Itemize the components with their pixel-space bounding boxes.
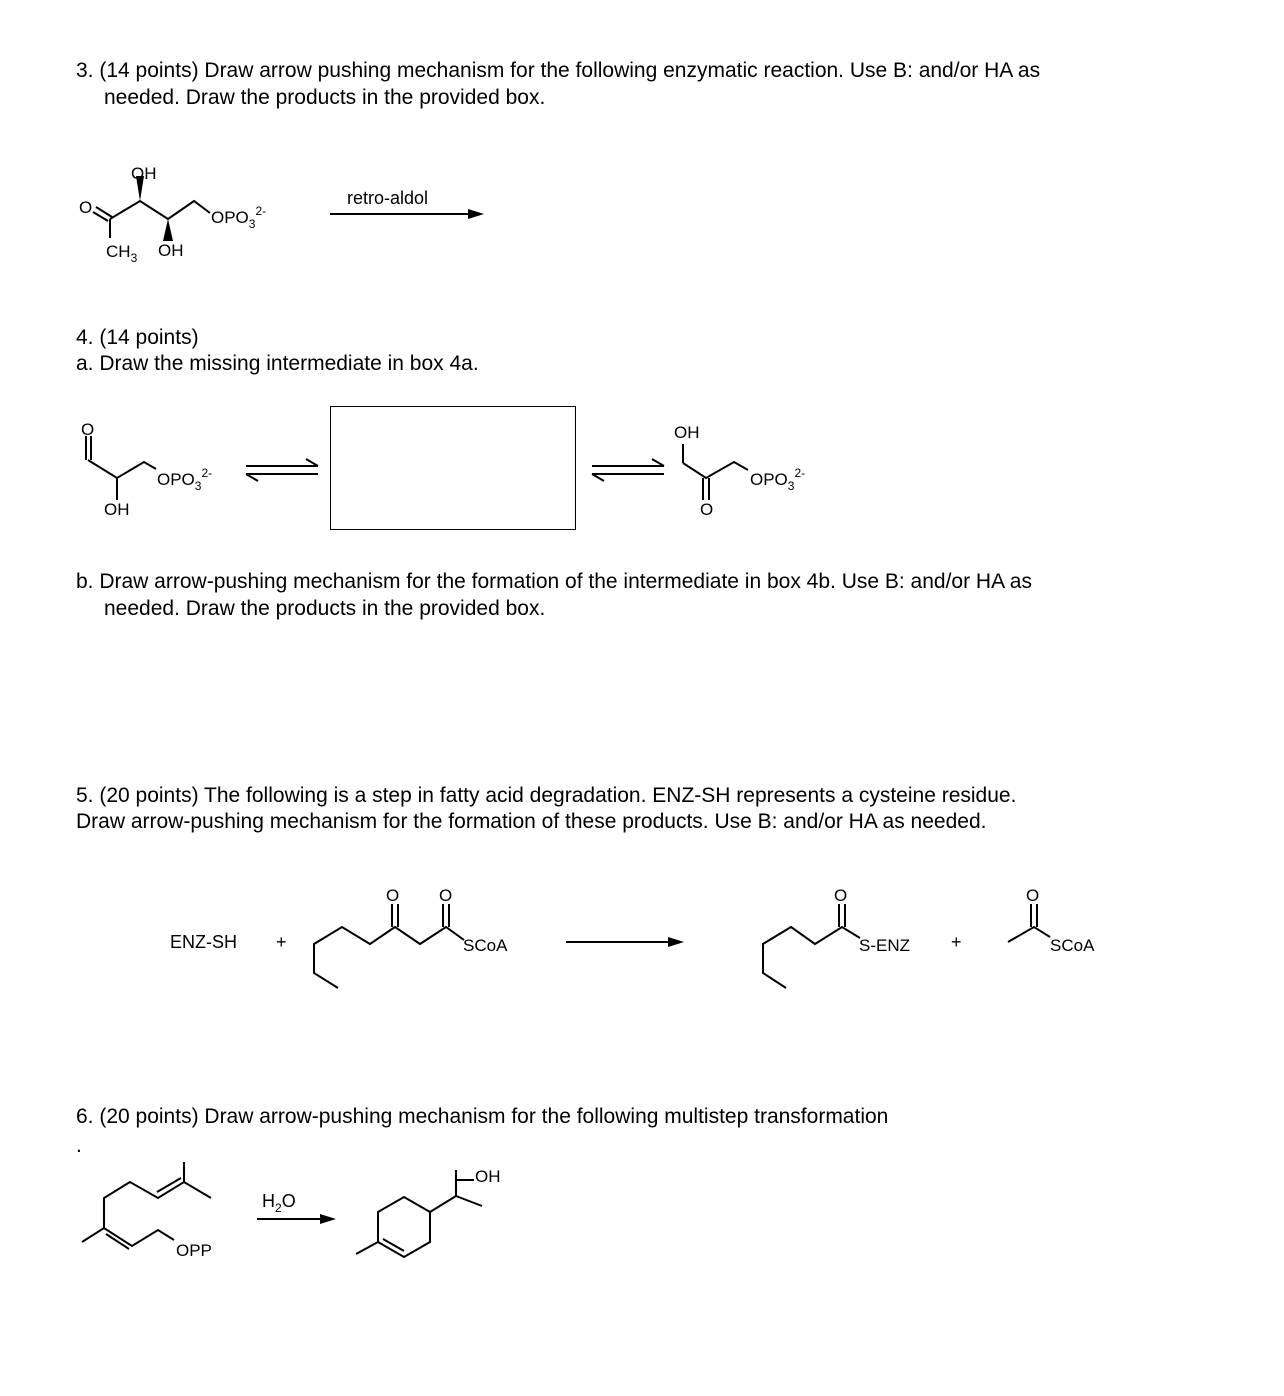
q3-line2: needed. Draw the products in the provided box. <box>104 86 546 109</box>
q6-reagent-o: O <box>281 1191 296 1211</box>
q3-reagent: retro-aldol <box>347 188 429 208</box>
q4-left-o: O <box>81 420 95 439</box>
q4-right-molecule <box>580 410 880 530</box>
q4-part-b-line2: needed. Draw the products in the provided box. <box>104 597 546 620</box>
q5-scoa-reactant: SCoA <box>463 936 508 955</box>
q4-right-opo: OPO <box>750 470 788 489</box>
q6-line1: 6. (20 points) Draw arrow-pushing mechanism for the following multistep transformation <box>76 1105 889 1128</box>
q5-enz-sh: ENZ-SH <box>170 932 237 952</box>
q3-o: O <box>79 198 93 217</box>
q6-opp: OPP <box>176 1241 212 1260</box>
q6-dot: . <box>76 1134 82 1157</box>
q5-line2: Draw arrow-pushing mechanism for the formation of these products. Use B: and/or HA as needed. <box>76 810 987 833</box>
q5-plus-2: + <box>951 932 962 952</box>
q3-reaction <box>0 150 600 280</box>
q3-opo: OPO <box>211 208 249 227</box>
q5-s-enz: S-ENZ <box>859 936 910 955</box>
q4-right-o: O <box>700 500 714 519</box>
q4-right-oh: OH <box>674 423 700 442</box>
q3-line1: 3. (14 points) Draw arrow pushing mechanism for the following enzymatic reaction. Use B: and/or HA as <box>76 59 1041 82</box>
box-4a[interactable] <box>330 406 576 530</box>
q4-part-b-line1: b. Draw arrow-pushing mechanism for the formation of the intermediate in box 4b. Use B: and/or HA as <box>76 570 1032 593</box>
q5-line1: 5. (20 points) The following is a step in fatty acid degradation. ENZ-SH represents a cysteine residue. <box>76 784 1017 807</box>
q5-o-1: O <box>386 886 400 905</box>
q4-part-a: a. Draw the missing intermediate in box 4a. <box>76 352 479 375</box>
q3-oh-bottom: OH <box>158 241 184 260</box>
svg-text:OPO32-: $OPO_3^{2-}$ <box>750 466 806 493</box>
svg-text:OPO32-: $OPO_3^{2-}$ <box>157 466 213 493</box>
q4-header: 4. (14 points) <box>76 326 199 349</box>
q5-scoa-product: SCoA <box>1050 936 1095 955</box>
q4-left-opo: OPO <box>157 470 195 489</box>
q6-oh: OH <box>475 1167 501 1186</box>
q5-reaction <box>0 880 1200 1010</box>
q3-oh-top: OH <box>131 164 157 183</box>
svg-text:H2O: $H_2O$ <box>262 1191 296 1215</box>
q4-left-oh: OH <box>104 500 130 519</box>
svg-text:OPO32-: $OPO_3^{2-}$ <box>211 204 267 231</box>
q5-plus-1: + <box>276 932 287 952</box>
q3-ch3: CH <box>106 242 131 261</box>
q4-left-molecule <box>0 410 330 530</box>
q5-o-4: O <box>1026 886 1040 905</box>
svg-text:CH3: $CH_3$ <box>106 242 138 265</box>
q5-o-3: O <box>834 886 848 905</box>
q6-reagent-h: H <box>262 1191 275 1211</box>
q6-reaction <box>0 1150 600 1270</box>
q5-o-2: O <box>439 886 453 905</box>
